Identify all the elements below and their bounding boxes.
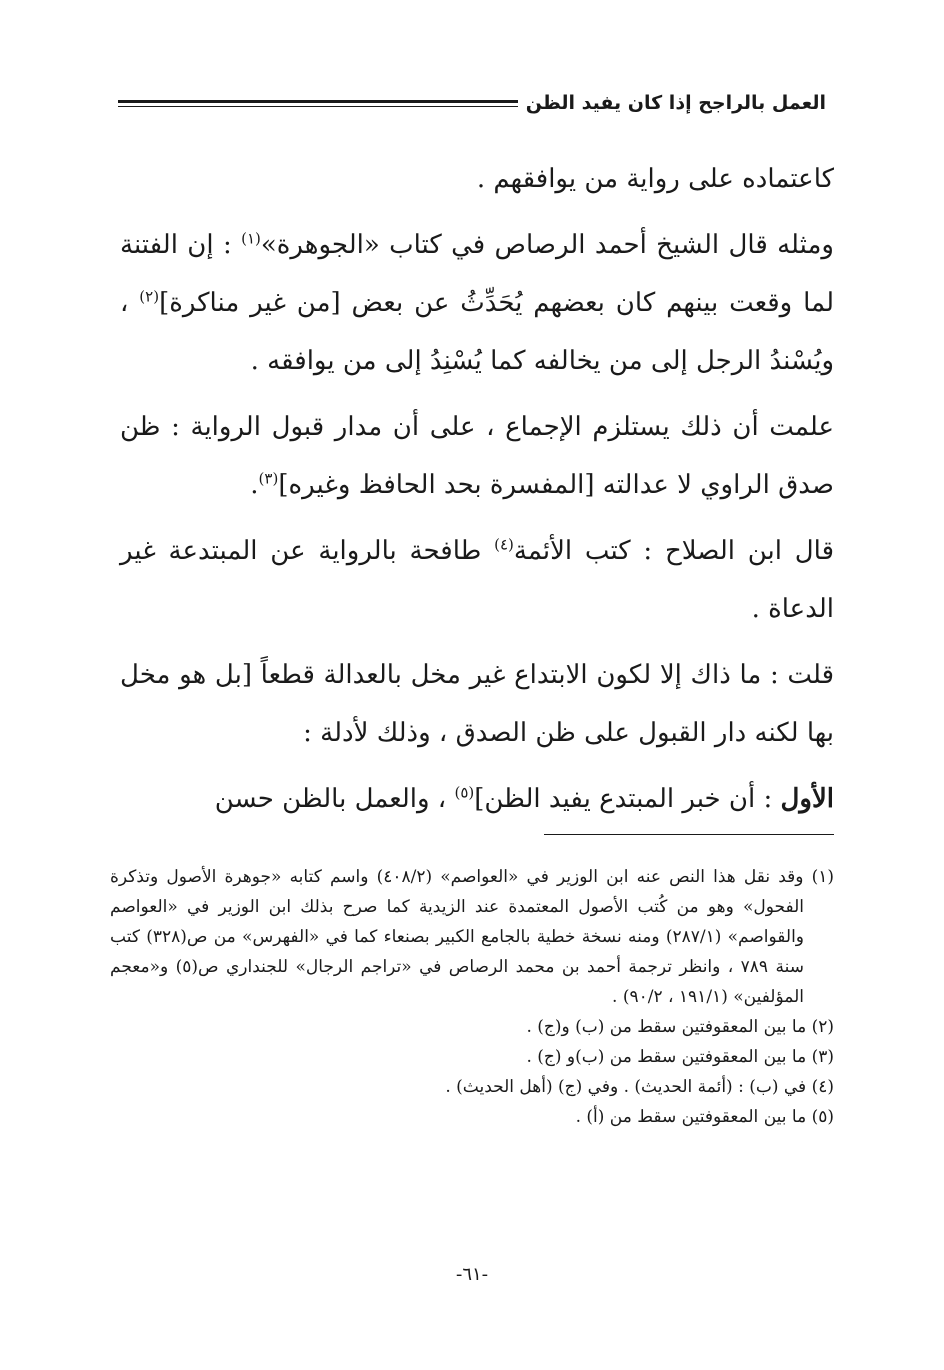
paragraph-6-text-a: : أن خبر المبتدع يفيد الظن]: [474, 784, 781, 814]
paragraph-6-lead: الأول: [780, 784, 834, 814]
paragraph-3-text-a: علمت أن ذلك يستلزم الإجماع ، على أن مدار قبول الرواية : ظن صدق الراوي لا عدالته [المفسرة بحد الحافظ وغيره]: [120, 412, 834, 500]
footnote-ref-2: (٢): [139, 287, 160, 306]
footnote-ref-1: (١): [241, 229, 261, 248]
running-header: [118, 88, 826, 118]
paragraph-2-text-c: ، ويُسْندُ الرجل إلى من يخالفه كما يُسْنِدُ إلى من يوافقه .: [120, 288, 834, 376]
page-number: -٦١-: [455, 1264, 489, 1285]
paragraph-2: [120, 216, 834, 390]
running-title: العمل بالراجح إذا كان يفيد الظن: [525, 92, 826, 114]
footnote-1: (١) وقد نقل هذا النص عنه ابن الوزير في «العواصم» (٤٠٨/٢) واسم كتابه «جوهرة الأصول وتذكرة الفحول» وهو من كُتب الأصول المعتمدة عند الزيدية كما صرح بذلك ابن الوزير في «العواصم والقواصم» (٢٨٧/١) ومنه نسخة خطية بالجامع الكبير بصنعاء كما في «الفهرس» من ص(٣٢٨) كتب سنة ٧٨٩ ، وانظر ترجمة أحمد بن محمد الرصاص في «تراجم الرجال» للجنداري ص(٥) و«معجم المؤلفين» (١٩١/١ ، ٩٠/٢) .: [110, 867, 834, 1007]
paragraph-5-text: قلت : ما ذاك إلا لكون الابتداع غير مخل بالعدالة قطعاً [بل هو مخل بها لكنه دار القبول على ظن الصدق ، وذلك لأدلة :: [120, 660, 834, 748]
paragraph-5: [120, 646, 834, 762]
footnote-ref-3: (٣): [258, 469, 279, 488]
footnote-2: (٢) ما بين المعقوفتين سقط من (ب) و(ج) .: [526, 1017, 834, 1037]
paragraph-2-text-a: ومثله قال الشيخ أحمد الرصاص في كتاب «الجوهرة»: [260, 230, 834, 260]
footnotes: [110, 862, 834, 1132]
footnote-ref-5: (٥): [454, 783, 475, 802]
paragraph-3: [120, 398, 834, 514]
footnote-5: (٥) ما بين المعقوفتين سقط من (أ) .: [575, 1107, 834, 1127]
main-text: [120, 150, 834, 836]
paragraph-1: [120, 150, 834, 208]
footnote-4: (٤) في (ب) : (أئمة الحديث) . وفي (ج) (أهل الحديث) .: [445, 1077, 834, 1097]
footnote-separator: [544, 834, 834, 835]
header-rule-thick: [118, 100, 518, 103]
paragraph-4-text-a: قال ابن الصلاح : كتب الأئمة: [513, 536, 834, 566]
footnote-3: (٣) ما بين المعقوفتين سقط من (ب)و (ج) .: [526, 1047, 834, 1067]
footnote-ref-4: (٤): [494, 535, 514, 554]
paragraph-6-text-b: ، والعمل بالظن حسن: [214, 784, 455, 814]
paragraph-3-text-b: .: [250, 470, 259, 500]
header-rule: [118, 100, 518, 107]
paragraph-6: [120, 770, 834, 828]
paragraph-4: [120, 522, 834, 638]
paragraph-4-text-b: طافحة بالرواية عن المبتدعة غير الدعاة .: [120, 536, 834, 624]
header-rule-thin: [118, 106, 518, 107]
paragraph-2-text-b: : إن الفتنة لما وقعت بينهم كان بعضهم يُحَدِّثُ عن بعض [من غير مناكرة]: [120, 230, 835, 318]
paragraph-1-text: كاعتماده على رواية من يوافقهم .: [476, 164, 834, 194]
